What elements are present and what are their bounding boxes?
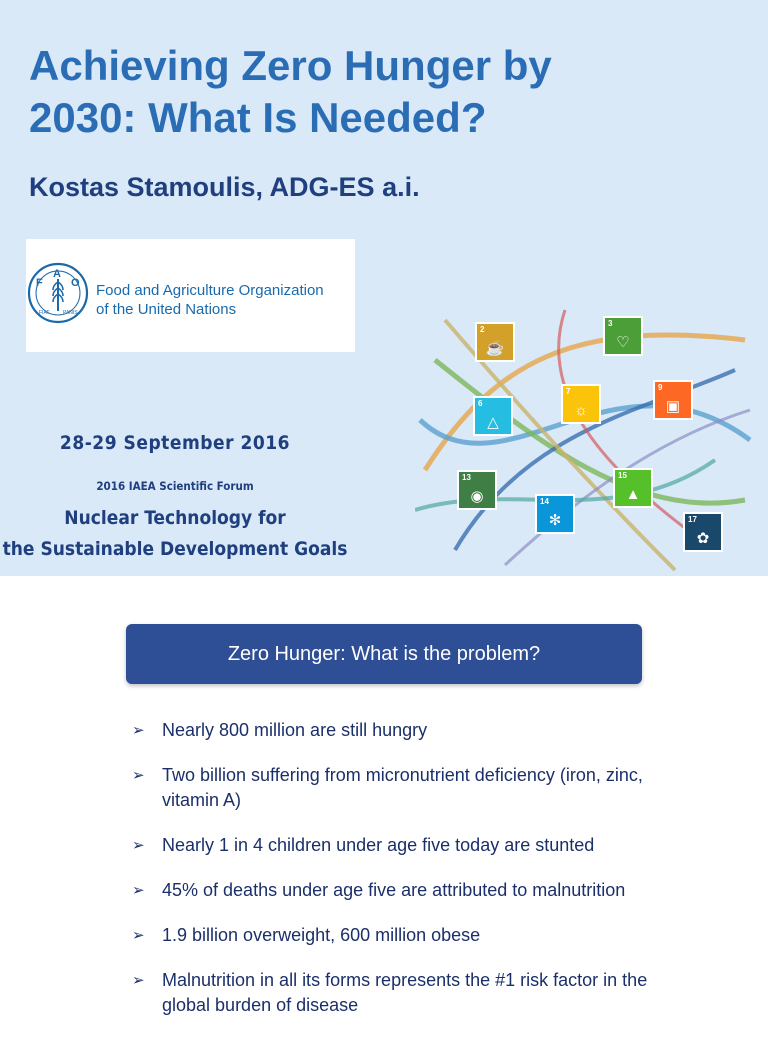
presenter-name: Kostas Stamoulis, ADG-ES a.i.	[29, 172, 420, 202]
title-line-1: Achieving Zero Hunger by	[29, 42, 552, 89]
slide-heading-banner: Zero Hunger: What is the problem?	[126, 624, 642, 684]
title-line-2: 2030: What Is Needed?	[29, 94, 487, 141]
sdg-tile-14: 14 ✻	[535, 494, 575, 534]
list-item: ➢ Nearly 800 million are still hungry	[132, 718, 692, 743]
tree-icon: ▲	[625, 486, 641, 503]
list-item: ➢ Nearly 1 in 4 children under age five today are stunted	[132, 833, 692, 858]
sdg-tile-2: 2 ☕	[475, 322, 515, 362]
fao-logo-text	[96, 281, 324, 319]
svg-text:A: A	[53, 268, 61, 280]
forum-date: 28-29 September 2016	[59, 432, 291, 454]
arrow-bullet-icon: ➢	[132, 927, 145, 944]
sdg-tile-6: 6 △	[473, 396, 513, 436]
eye-globe-icon: ◉	[470, 488, 484, 505]
sdg-tile-15: 15 ▲	[613, 468, 653, 508]
sdg-tile-9: 9 ▣	[653, 380, 693, 420]
sdg-tile-3: 3 ♡	[603, 316, 643, 356]
water-drop-icon: △	[487, 414, 499, 431]
arrow-bullet-icon: ➢	[132, 972, 145, 989]
theme-line-1: Nuclear Technology for	[64, 507, 286, 529]
sdg-tile-7: 7 ☼	[561, 384, 601, 424]
arrow-bullet-icon: ➢	[132, 882, 145, 899]
slide-title	[29, 40, 729, 144]
forum-name: 2016 IAEA Scientific Forum	[96, 479, 254, 493]
sdg-tile-17: 17 ✿	[683, 512, 723, 552]
list-item: ➢ 1.9 billion overweight, 600 million obese	[132, 923, 692, 948]
svg-text:PANIS: PANIS	[63, 310, 78, 316]
arrow-bullet-icon: ➢	[132, 722, 145, 739]
bowl-icon: ☕	[485, 340, 505, 357]
heartbeat-icon: ♡	[616, 334, 630, 351]
sun-icon: ☼	[574, 402, 588, 419]
list-item: ➢ Two billion suffering from micronutrient deficiency (iron, zinc, vitamin A)	[132, 765, 643, 810]
fao-name-line-1: Food and Agriculture Organization	[96, 282, 324, 299]
fish-icon: ✻	[548, 512, 562, 529]
sdg-graphic	[415, 300, 755, 576]
problem-bullet-list	[132, 718, 692, 1038]
forum-theme	[0, 503, 350, 565]
svg-text:O: O	[71, 277, 80, 289]
list-item: ➢ 45% of deaths under age five are attributed to malnutrition	[132, 878, 692, 903]
svg-text:FIAT: FIAT	[39, 310, 50, 316]
fao-name-line-2: of the United Nations	[96, 301, 237, 318]
theme-line-2: the Sustainable Development Goals	[2, 538, 348, 560]
sdg-tile-13: 13 ◉	[457, 470, 497, 510]
list-item: ➢ Malnutrition in all its forms represents the #1 risk factor in the global burden of disease	[132, 970, 648, 1015]
svg-text:F: F	[36, 277, 43, 289]
cubes-icon: ▣	[665, 398, 681, 415]
fao-emblem-icon	[27, 262, 89, 324]
flower-icon: ✿	[696, 530, 710, 547]
fao-logo	[26, 239, 355, 352]
arrow-bullet-icon: ➢	[132, 837, 145, 854]
content-slide	[0, 576, 768, 1024]
arrow-bullet-icon: ➢	[132, 767, 145, 784]
